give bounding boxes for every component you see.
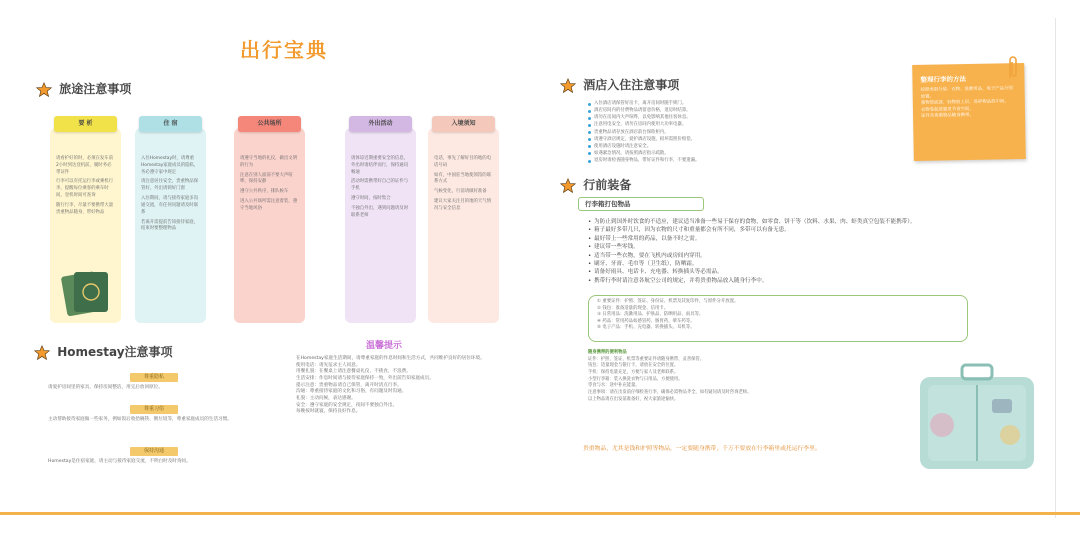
card-text: 行李可以有托运行李或乘机行李，提醒每位乘客的乘车时间，登机时间可查询 [56,179,114,199]
card-outing [345,120,416,323]
card-text: 电话，事先了解好目的地的电话号码 [434,156,492,168]
homestay-tag: 尊重习俗 [130,405,178,414]
carry-line: 手机：保持电量充足，方便与家人及老师联系。 [588,369,679,375]
suitcase-icon [912,355,1042,475]
note-line: 衣物卷起放置更节省空间。 [920,106,974,113]
list-item: • 请备好雨具、电话卡、充电器、转换插头等必需品。 [588,268,928,276]
card-text: 不独自外出，遇到问题请及时联系老师 [351,205,409,218]
checklist-line: ④ 药品：常用药品如感冒药、肠胃药、晕车药等。 [597,318,695,324]
tip-line: 提示注意：贵重物品请自己保管，离开时清点行李。 [296,382,402,388]
star-icon [560,178,576,194]
card-text: 请遵守当地的礼仪，做出文明的行为 [240,156,298,168]
hotel-section-title [560,76,679,94]
card-lodging [135,120,206,323]
card-text: 请体谅近期重要安全的信息，外出时请结伴而行，保持通讯畅通 [351,156,409,175]
tip-line: 沟通：尊重接待家庭的文化和习俗，有问题及时沟通。 [296,389,407,395]
hotel-list [588,100,918,164]
travel-section-title [36,80,131,98]
tip-line: 用餐礼貌：在餐桌上请注意餐桌礼仪，不挑食，不浪费。 [296,369,411,375]
list-item: 入住酒店请保管好房卡，离开房间时随手锁门。 [588,100,918,107]
checklist-line: ③ 日常用品：洗漱用品、护肤品、防晒用品、雨具等。 [597,312,704,318]
homestay-paragraph: Homestay是住宿家庭，请主动与接待家庭交流，不明白时及时询问。 [48,459,191,464]
card-text: 入住期间，请与接待家庭多沟通交流，有任何问题请及时联系 [141,196,199,215]
carry-line: 钱包：适量现金与银行卡，请放在安全的位置。 [588,363,679,369]
card-text: 遵守公共秩序，排队候车 [240,189,289,195]
card-public [234,120,305,323]
checklist-line: ⑤ 电子产品：手机、充电器、转换插头、耳机等。 [597,325,695,331]
tip-list [296,356,518,416]
card-text: 气候变化，行前请做好准备 [434,189,487,195]
card-tab-outing: 外出活动 [349,116,412,132]
packing-box-title: 行李箱打包物品 [578,197,704,211]
paperclip-icon [1006,54,1020,80]
list-item: 酒店房间内的付费物品请留意价格，退房时结算。 [588,107,918,114]
hotel-section-label: 酒店入住注意事项 [583,78,680,92]
card-text: 遵守时间，按时集合 [351,196,391,202]
note-title: 整理行李的方法 [920,75,966,84]
checklist-line: ② 钱包：准备适量的现金、信用卡。 [597,305,669,311]
packing-footnote: 贵重物品，尤其是钱和护照等物品，一定要随身携带，千万不要放在行李箱里或托运行李里。 [583,446,821,452]
list-item: 如遇紧急情况，请按照酒店指示疏散。 [588,150,918,157]
homestay-tag: 保持沟通 [130,447,178,456]
list-item: 注意用电安全，请勿在房间内使用大功率电器。 [588,121,918,128]
list-item: • 建议带一些零钱。 [588,243,928,251]
list-item: • 为防止到国外时饮食的不适应，建议适当准备一些易于保存的食物，如零食、饼干等（饮料、水果、肉、虾类真空包装不能携带）。 [588,218,928,226]
checklist-line: ① 重要证件：护照、签证、身份证、机票及其复印件，与原件分开放置。 [597,299,739,304]
card-text: 建议大家关注目的地的天气情况与安全信息 [434,199,492,211]
note-line: 重物放底部，轻物放上层，易碎物品放中间。 [920,99,1009,107]
packing-checklist [588,295,968,342]
card-tab-public: 公共场所 [238,116,301,132]
card-entry [428,120,499,323]
tip-line: 使用电话：请先征求主人同意。 [296,362,361,368]
carry-line: 注意事项：请在出发前仔细检查行李，确保必需物品齐全，如有疑问请及时咨询老师。 [588,389,752,395]
list-item: 退房时请检查随身物品，带好证件和行李，不要遗漏。 [588,157,918,164]
list-item: 使用酒店设施时请注意安全。 [588,143,918,150]
card-text: 进入公共场所需注意着装，遵守当地风俗 [240,199,298,211]
packing-section-label: 行前装备 [583,178,632,192]
card-text: 随行行李，尽量不要携带大量贵重物品随身，带好物品 [56,202,114,215]
carry-section [588,350,908,403]
carry-line: 零食与水：途中补充能量。 [588,383,640,389]
list-item: 贵重物品请存放在酒店前台保险柜内。 [588,129,918,136]
carry-line: 小型行李箱：装入换洗衣物与日用品，方便使用。 [588,376,683,382]
list-item: 请遵守酒店规定，爱护酒店设施，损坏需照价赔偿。 [588,136,918,143]
card-tab-entry: 入境须知 [432,116,495,132]
star-icon [34,345,50,361]
tip-line: 每晚按时就寝，保持良好作息。 [296,409,361,415]
list-item: • 适当带一些衣物，要在飞机内或房间内穿用。 [588,252,928,260]
tip-line: 安全：遵守家庭的安全规定，夜间不要独自外出。 [296,402,398,408]
travel-section-label: 旅途注意事项 [59,82,132,96]
note-line: 按照类别分装：衣物、洗漱用品、电子产品分别放置。 [920,86,1013,100]
homestay-section-label: Homestay注意事项 [57,345,173,359]
bottom-stripe [0,512,1080,515]
card-text: 入住Homestay时，请尊重Homestay家庭成员的隐私，务必遵守家中规定 [141,156,199,175]
card-text: 请注意居住安全，贵重物品保管好，外出请锁好门窗 [141,179,199,192]
card-text: 活动时需携带好自己的证件与手机 [351,179,409,192]
star-icon [560,78,576,94]
card-text: 如有，中国驻当地使领馆的联系方式 [434,172,492,185]
carry-line: 以上物品请在出发前准备好，祝大家旅途愉快。 [588,396,679,402]
passport-icon [60,268,116,316]
divider [1055,18,1056,518]
card-tab-boarding: 要 析 [54,116,117,132]
carry-line: 证件：护照、签证、机票等重要证件请随身携带，妥善保管。 [588,356,705,362]
homestay-paragraph: 请爱护房间里的家具，保持房间整洁，用完后放回原位。 [48,385,163,390]
card-text: 注意在别人面前不要大声喧哗，保持安静 [240,172,293,185]
page-title: 出行宝典 [240,38,328,62]
tip-line: 在Homestay家庭生活期间，请尊重家庭的作息时间和生活方式，共同维护良好的居住环境。 [296,356,485,361]
homestay-section-title [34,343,173,361]
tip-line: 生活安排：作息时间请与接待家庭保持一致，外出前告知家庭成员。 [296,375,434,381]
star-icon [36,82,52,98]
list-item: • 刷牙、牙膏、毛巾等（卫生纸），防晒霜。 [588,260,928,268]
card-text: 若离开需提前告知接待家庭，结束时要整理物品 [141,219,199,232]
card-text: 请看护好的时，必须在发车前2小时到达登机前，履时务必带证件 [56,156,114,175]
homestay-tag: 尊重隐私 [130,373,178,382]
carry-title: 随身携带的便利物品 [588,350,627,355]
list-item: 请勿在房间内大声喧哗，以免影响其他住客休息。 [588,114,918,121]
homestay-paragraph: 主动帮助接待家庭做一些家务，例如饭后收拾碗筷、倒垃圾等，尊重家庭成员的生活习惯。 [48,417,232,422]
list-item: • 携带行李时请注意各航空公司的规定，并将贵重物品放入随身行李中。 [588,277,928,285]
packing-list [588,218,928,285]
tip-title: 温馨提示 [366,341,403,351]
card-boarding [50,120,121,323]
list-item: • 箱子最好多带几只，因为衣物的尺寸和重量都会有所不同，多带可以有备无患。 [588,226,928,234]
list-item: • 最好带上一些常用的药品，以备不时之需。 [588,235,928,243]
packing-section-title [560,176,631,194]
card-tab-lodging: 住 宿 [139,116,202,132]
note-line: 证件及贵重物品随身携带。 [921,113,974,120]
tip-line: 礼貌：主动问候，表达感谢。 [296,395,356,401]
